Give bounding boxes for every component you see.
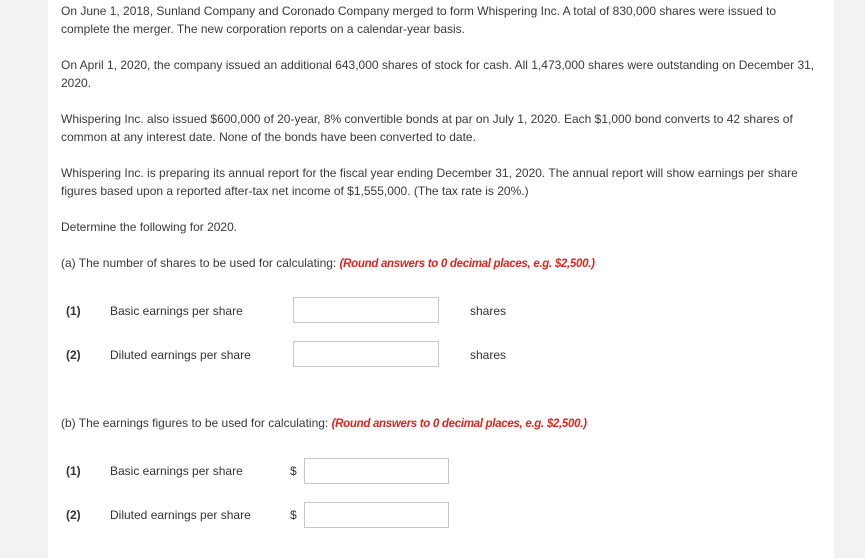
part-a-row-1-label: Basic earnings per share <box>110 304 243 318</box>
problem-paragraph-3: Whispering Inc. also issued $600,000 of 20-year, 8% convertible bonds at par on July 1, 2020. Each $1,000 bond converts to 42 shares of common at any interest date. None of the bonds have been converted to date. <box>61 112 793 144</box>
diluted-eps-earnings-input[interactable] <box>304 502 449 528</box>
part-b-row-1-label: Basic earnings per share <box>110 464 243 478</box>
part-a-row-2-unit: shares <box>470 348 507 362</box>
part-a-rounding-hint: (Round answers to 0 decimal places, e.g. $2,500.) <box>339 258 595 270</box>
part-a-row-2-number: (2) <box>66 348 81 362</box>
basic-eps-earnings-input[interactable] <box>304 458 449 484</box>
part-a-row-1-unit: shares <box>470 304 507 318</box>
problem-paragraph-1: On June 1, 2018, Sunland Company and Coronado Company merged to form Whispering Inc. A total of 830,000 shares were issued to complete the merger. The new corporation reports on a calendar-year basis. <box>61 4 777 36</box>
part-b-row-1-currency: $ <box>290 464 297 478</box>
basic-eps-shares-input[interactable] <box>293 297 439 323</box>
problem-paragraph-4: Whispering Inc. is preparing its annual report for the fiscal year ending December 31, 2020. The annual report will show earnings per share figures based upon a reported after-tax net income of $1,555,000. (The tax rate is 20%.) <box>61 166 798 198</box>
part-b-row-2-label: Diluted earnings per share <box>110 508 251 522</box>
part-b-rounding-hint: (Round answers to 0 decimal places, e.g. $2,500.) <box>331 418 587 430</box>
part-a-row-2-label: Diluted earnings per share <box>110 348 251 362</box>
part-a-heading-text: (a) The number of shares to be used for calculating: <box>61 256 337 270</box>
instruction-text: Determine the following for 2020. <box>61 220 238 234</box>
part-a-row-1-number: (1) <box>66 304 81 318</box>
problem-paragraph-2: On April 1, 2020, the company issued an additional 643,000 shares of stock for cash. All 1,473,000 shares were outstanding on December 31, 2020. <box>61 58 815 90</box>
part-b-row-2-currency: $ <box>290 508 297 522</box>
part-b-heading-text: (b) The earnings figures to be used for calculating: <box>61 416 329 430</box>
part-b-row-1-number: (1) <box>66 464 81 478</box>
part-b-heading <box>61 414 821 433</box>
part-a-heading <box>61 254 821 273</box>
diluted-eps-shares-input[interactable] <box>293 341 439 367</box>
part-b-row-2-number: (2) <box>66 508 81 522</box>
